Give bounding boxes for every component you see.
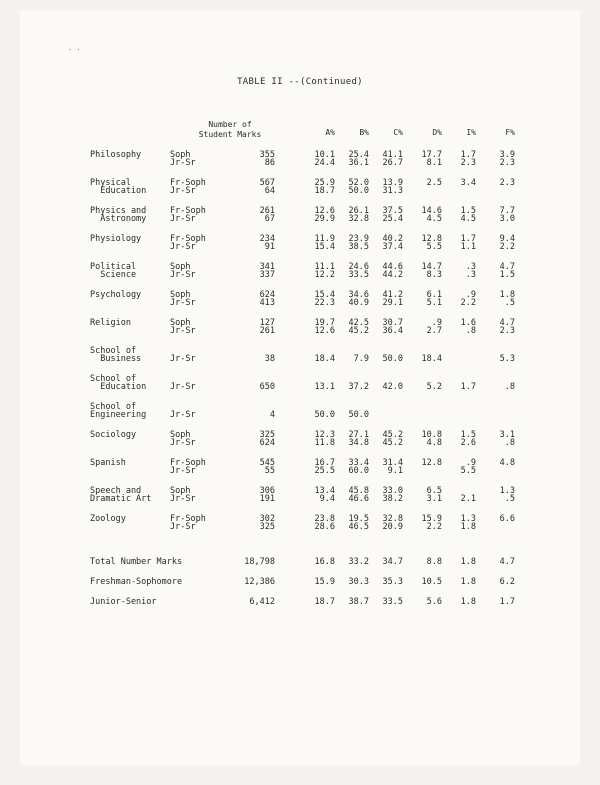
col-header-a: A% (325, 128, 335, 137)
f-percent-cell: 3.0 (499, 214, 515, 224)
c-percent-cell: 38.2 (382, 494, 403, 504)
i-percent-cell: 1.8 (460, 557, 476, 567)
c-percent-cell: 29.1 (382, 298, 403, 308)
subject-cell: Science (90, 270, 137, 280)
c-percent-cell: 45.2 (382, 430, 403, 440)
count-cell: 545 (259, 458, 275, 468)
totals-count-cell: 18,798 (244, 557, 275, 567)
f-percent-cell: 1.7 (499, 597, 515, 607)
i-percent-cell: .8 (465, 326, 476, 336)
f-percent-cell: 7.7 (499, 206, 515, 216)
b-percent-cell: 32.8 (348, 214, 369, 224)
c-percent-cell: 45.2 (382, 438, 403, 448)
count-header-line2: Student Marks (198, 130, 262, 139)
f-percent-cell: .5 (504, 494, 515, 504)
c-percent-cell: 42.0 (382, 382, 403, 392)
count-cell: 4 (269, 410, 275, 420)
class-cell: Jr-Sr (170, 186, 196, 196)
d-percent-cell: 8.8 (426, 557, 442, 567)
count-cell: 55 (264, 466, 275, 476)
i-percent-cell: 2.3 (460, 158, 476, 168)
subject-cell: Astronomy (90, 214, 147, 224)
i-percent-cell: 1.3 (460, 514, 476, 524)
subject-cell: Business (90, 354, 142, 364)
d-percent-cell: 4.8 (426, 438, 442, 448)
i-percent-cell: 1.7 (460, 150, 476, 160)
class-cell: Soph (170, 318, 191, 328)
subject-cell: Physics and (90, 206, 147, 216)
a-percent-cell: 18.4 (314, 354, 335, 364)
a-percent-cell: 11.8 (314, 438, 335, 448)
i-percent-cell: .3 (465, 270, 476, 280)
d-percent-cell: 10.8 (421, 430, 442, 440)
i-percent-cell: 1.5 (460, 206, 476, 216)
col-header-f: F% (505, 128, 515, 137)
a-percent-cell: 23.8 (314, 514, 335, 524)
i-percent-cell: 2.2 (460, 298, 476, 308)
i-percent-cell: 1.8 (460, 597, 476, 607)
col-header-b: B% (359, 128, 369, 137)
c-percent-cell: 26.7 (382, 158, 403, 168)
i-percent-cell: 1.7 (460, 382, 476, 392)
class-cell: Jr-Sr (170, 270, 196, 280)
count-header-line1: Number of (208, 120, 252, 129)
subject-cell: Zoology (90, 514, 126, 524)
d-percent-cell: 2.5 (426, 178, 442, 188)
count-cell: 64 (264, 186, 275, 196)
subject-cell: Education (90, 382, 147, 392)
a-percent-cell: 12.6 (314, 206, 335, 216)
class-cell: Jr-Sr (170, 522, 196, 532)
c-percent-cell: 20.9 (382, 522, 403, 532)
f-percent-cell: .8 (504, 438, 515, 448)
c-percent-cell: 9.1 (387, 466, 403, 476)
c-percent-cell: 31.4 (382, 458, 403, 468)
i-percent-cell: 1.7 (460, 234, 476, 244)
a-percent-cell: 15.4 (314, 242, 335, 252)
f-percent-cell: 3.1 (499, 430, 515, 440)
totals-count-cell: 12,386 (244, 577, 275, 587)
c-percent-cell: 31.3 (382, 186, 403, 196)
b-percent-cell: 34.6 (348, 290, 369, 300)
b-percent-cell: 27.1 (348, 430, 369, 440)
count-cell: 325 (259, 522, 275, 532)
b-percent-cell: 34.8 (348, 438, 369, 448)
a-percent-cell: 12.6 (314, 326, 335, 336)
d-percent-cell: 14.7 (421, 262, 442, 272)
a-percent-cell: 25.9 (314, 178, 335, 188)
count-cell: 261 (259, 206, 275, 216)
class-cell: Jr-Sr (170, 326, 196, 336)
b-percent-cell: 38.7 (348, 597, 369, 607)
b-percent-cell: 37.2 (348, 382, 369, 392)
class-cell: Fr-Soph (170, 234, 206, 244)
b-percent-cell: 50.0 (348, 186, 369, 196)
page-specks: · · (68, 46, 81, 54)
subject-cell: Spanish (90, 458, 126, 468)
f-percent-cell: 5.3 (499, 354, 515, 364)
b-percent-cell: 45.8 (348, 486, 369, 496)
c-percent-cell: 34.7 (382, 557, 403, 567)
b-percent-cell: 26.1 (348, 206, 369, 216)
i-percent-cell: .3 (465, 262, 476, 272)
f-percent-cell: 4.7 (499, 262, 515, 272)
c-percent-cell: 36.4 (382, 326, 403, 336)
class-cell: Soph (170, 486, 191, 496)
b-percent-cell: 36.1 (348, 158, 369, 168)
count-header (180, 120, 280, 140)
class-cell: Jr-Sr (170, 466, 196, 476)
totals-label-cell: Freshman-Sophomore (90, 577, 183, 587)
f-percent-cell: 3.9 (499, 150, 515, 160)
f-percent-cell: 4.8 (499, 458, 515, 468)
f-percent-cell: 6.2 (499, 577, 515, 587)
f-percent-cell: 9.4 (499, 234, 515, 244)
subject-cell: School of (90, 374, 137, 384)
a-percent-cell: 13.4 (314, 486, 335, 496)
a-percent-cell: 13.1 (314, 382, 335, 392)
a-percent-cell: 19.7 (314, 318, 335, 328)
totals-label-cell: Total Number Marks (90, 557, 183, 567)
d-percent-cell: 6.5 (426, 486, 442, 496)
f-percent-cell: 4.7 (499, 318, 515, 328)
b-percent-cell: 25.4 (348, 150, 369, 160)
f-percent-cell: 2.3 (499, 326, 515, 336)
i-percent-cell: 2.6 (460, 438, 476, 448)
d-percent-cell: 2.2 (426, 522, 442, 532)
c-percent-cell: 33.0 (382, 486, 403, 496)
class-cell: Jr-Sr (170, 410, 196, 420)
subject-cell: Philosophy (90, 150, 142, 160)
class-cell: Soph (170, 290, 191, 300)
i-percent-cell: 1.1 (460, 242, 476, 252)
count-cell: 306 (259, 486, 275, 496)
class-cell: Fr-Soph (170, 514, 206, 524)
count-cell: 38 (264, 354, 275, 364)
class-cell: Soph (170, 430, 191, 440)
class-cell: Jr-Sr (170, 298, 196, 308)
b-percent-cell: 38.5 (348, 242, 369, 252)
a-percent-cell: 11.9 (314, 234, 335, 244)
c-percent-cell: 30.7 (382, 318, 403, 328)
b-percent-cell: 19.5 (348, 514, 369, 524)
subject-cell: Dramatic Art (90, 494, 152, 504)
c-percent-cell: 37.4 (382, 242, 403, 252)
c-percent-cell: 32.8 (382, 514, 403, 524)
count-cell: 234 (259, 234, 275, 244)
a-percent-cell: 15.9 (314, 577, 335, 587)
a-percent-cell: 16.8 (314, 557, 335, 567)
class-cell: Jr-Sr (170, 242, 196, 252)
col-header-d: D% (432, 128, 442, 137)
c-percent-cell: 33.5 (382, 597, 403, 607)
c-percent-cell: 13.9 (382, 178, 403, 188)
a-percent-cell: 22.3 (314, 298, 335, 308)
b-percent-cell: 24.6 (348, 262, 369, 272)
count-cell: 624 (259, 438, 275, 448)
c-percent-cell: 41.1 (382, 150, 403, 160)
class-cell: Fr-Soph (170, 458, 206, 468)
count-cell: 91 (264, 242, 275, 252)
d-percent-cell: 14.6 (421, 206, 442, 216)
i-percent-cell: .9 (465, 458, 476, 468)
b-percent-cell: 7.9 (353, 354, 369, 364)
d-percent-cell: 12.8 (421, 234, 442, 244)
d-percent-cell: 5.6 (426, 597, 442, 607)
d-percent-cell: 6.1 (426, 290, 442, 300)
d-percent-cell: 4.5 (426, 214, 442, 224)
d-percent-cell: 17.7 (421, 150, 442, 160)
d-percent-cell: 5.1 (426, 298, 442, 308)
d-percent-cell: 18.4 (421, 354, 442, 364)
count-cell: 86 (264, 158, 275, 168)
i-percent-cell: .9 (465, 290, 476, 300)
c-percent-cell: 41.2 (382, 290, 403, 300)
count-cell: 261 (259, 326, 275, 336)
a-percent-cell: 15.4 (314, 290, 335, 300)
a-percent-cell: 29.9 (314, 214, 335, 224)
class-cell: Fr-Soph (170, 178, 206, 188)
b-percent-cell: 52.0 (348, 178, 369, 188)
f-percent-cell: 1.8 (499, 290, 515, 300)
a-percent-cell: 24.4 (314, 158, 335, 168)
b-percent-cell: 46.6 (348, 494, 369, 504)
count-cell: 337 (259, 270, 275, 280)
totals-count-cell: 6,412 (249, 597, 275, 607)
count-cell: 302 (259, 514, 275, 524)
i-percent-cell: 3.4 (460, 178, 476, 188)
a-percent-cell: 18.7 (314, 597, 335, 607)
class-cell: Soph (170, 150, 191, 160)
b-percent-cell: 40.9 (348, 298, 369, 308)
d-percent-cell: .9 (431, 318, 442, 328)
f-percent-cell: 1.5 (499, 270, 515, 280)
b-percent-cell: 60.0 (348, 466, 369, 476)
i-percent-cell: 1.6 (460, 318, 476, 328)
col-header-i: I% (466, 128, 476, 137)
d-percent-cell: 3.1 (426, 494, 442, 504)
class-cell: Soph (170, 262, 191, 272)
d-percent-cell: 8.1 (426, 158, 442, 168)
subject-cell: Engineering (90, 410, 147, 420)
subject-cell: School of (90, 402, 137, 412)
count-cell: 413 (259, 298, 275, 308)
subject-cell: Education (90, 186, 147, 196)
d-percent-cell: 12.8 (421, 458, 442, 468)
class-cell: Jr-Sr (170, 214, 196, 224)
b-percent-cell: 45.2 (348, 326, 369, 336)
c-percent-cell: 35.3 (382, 577, 403, 587)
a-percent-cell: 12.2 (314, 270, 335, 280)
subject-cell: Sociology (90, 430, 137, 440)
f-percent-cell: 4.7 (499, 557, 515, 567)
a-percent-cell: 28.6 (314, 522, 335, 532)
count-cell: 191 (259, 494, 275, 504)
d-percent-cell: 5.2 (426, 382, 442, 392)
count-cell: 127 (259, 318, 275, 328)
b-percent-cell: 50.0 (348, 410, 369, 420)
i-percent-cell: 5.5 (460, 466, 476, 476)
class-cell: Fr-Soph (170, 206, 206, 216)
count-cell: 355 (259, 150, 275, 160)
d-percent-cell: 8.3 (426, 270, 442, 280)
b-percent-cell: 30.3 (348, 577, 369, 587)
count-cell: 325 (259, 430, 275, 440)
f-percent-cell: 2.2 (499, 242, 515, 252)
subject-cell: Psychology (90, 290, 142, 300)
f-percent-cell: .8 (504, 382, 515, 392)
f-percent-cell: .5 (504, 298, 515, 308)
subject-cell: Speech and (90, 486, 142, 496)
class-cell: Jr-Sr (170, 354, 196, 364)
f-percent-cell: 6.6 (499, 514, 515, 524)
c-percent-cell: 25.4 (382, 214, 403, 224)
d-percent-cell: 10.5 (421, 577, 442, 587)
count-cell: 624 (259, 290, 275, 300)
i-percent-cell: 1.8 (460, 577, 476, 587)
count-cell: 650 (259, 382, 275, 392)
c-percent-cell: 50.0 (382, 354, 403, 364)
class-cell: Jr-Sr (170, 438, 196, 448)
subject-cell: School of (90, 346, 137, 356)
i-percent-cell: 1.5 (460, 430, 476, 440)
b-percent-cell: 23.9 (348, 234, 369, 244)
i-percent-cell: 2.1 (460, 494, 476, 504)
a-percent-cell: 10.1 (314, 150, 335, 160)
d-percent-cell: 5.5 (426, 242, 442, 252)
f-percent-cell: 2.3 (499, 178, 515, 188)
table-title: TABLE II --(Continued) (237, 77, 363, 87)
col-header-c: C% (393, 128, 403, 137)
count-cell: 341 (259, 262, 275, 272)
count-cell: 67 (264, 214, 275, 224)
b-percent-cell: 33.5 (348, 270, 369, 280)
count-cell: 567 (259, 178, 275, 188)
class-cell: Jr-Sr (170, 158, 196, 168)
a-percent-cell: 16.7 (314, 458, 335, 468)
subject-cell: Physiology (90, 234, 142, 244)
b-percent-cell: 33.4 (348, 458, 369, 468)
subject-cell: Physical (90, 178, 131, 188)
b-percent-cell: 46.5 (348, 522, 369, 532)
a-percent-cell: 9.4 (319, 494, 335, 504)
i-percent-cell: 4.5 (460, 214, 476, 224)
subject-cell: Political (90, 262, 137, 272)
a-percent-cell: 12.3 (314, 430, 335, 440)
c-percent-cell: 44.6 (382, 262, 403, 272)
a-percent-cell: 11.1 (314, 262, 335, 272)
c-percent-cell: 40.2 (382, 234, 403, 244)
document-page (20, 10, 580, 765)
d-percent-cell: 15.9 (421, 514, 442, 524)
class-cell: Jr-Sr (170, 494, 196, 504)
f-percent-cell: 2.3 (499, 158, 515, 168)
class-cell: Jr-Sr (170, 382, 196, 392)
b-percent-cell: 33.2 (348, 557, 369, 567)
i-percent-cell: 1.8 (460, 522, 476, 532)
totals-label-cell: Junior-Senior (90, 597, 157, 607)
f-percent-cell: 1.3 (499, 486, 515, 496)
a-percent-cell: 25.5 (314, 466, 335, 476)
a-percent-cell: 50.0 (314, 410, 335, 420)
c-percent-cell: 37.5 (382, 206, 403, 216)
b-percent-cell: 42.5 (348, 318, 369, 328)
d-percent-cell: 2.7 (426, 326, 442, 336)
c-percent-cell: 44.2 (382, 270, 403, 280)
a-percent-cell: 18.7 (314, 186, 335, 196)
subject-cell: Religion (90, 318, 131, 328)
